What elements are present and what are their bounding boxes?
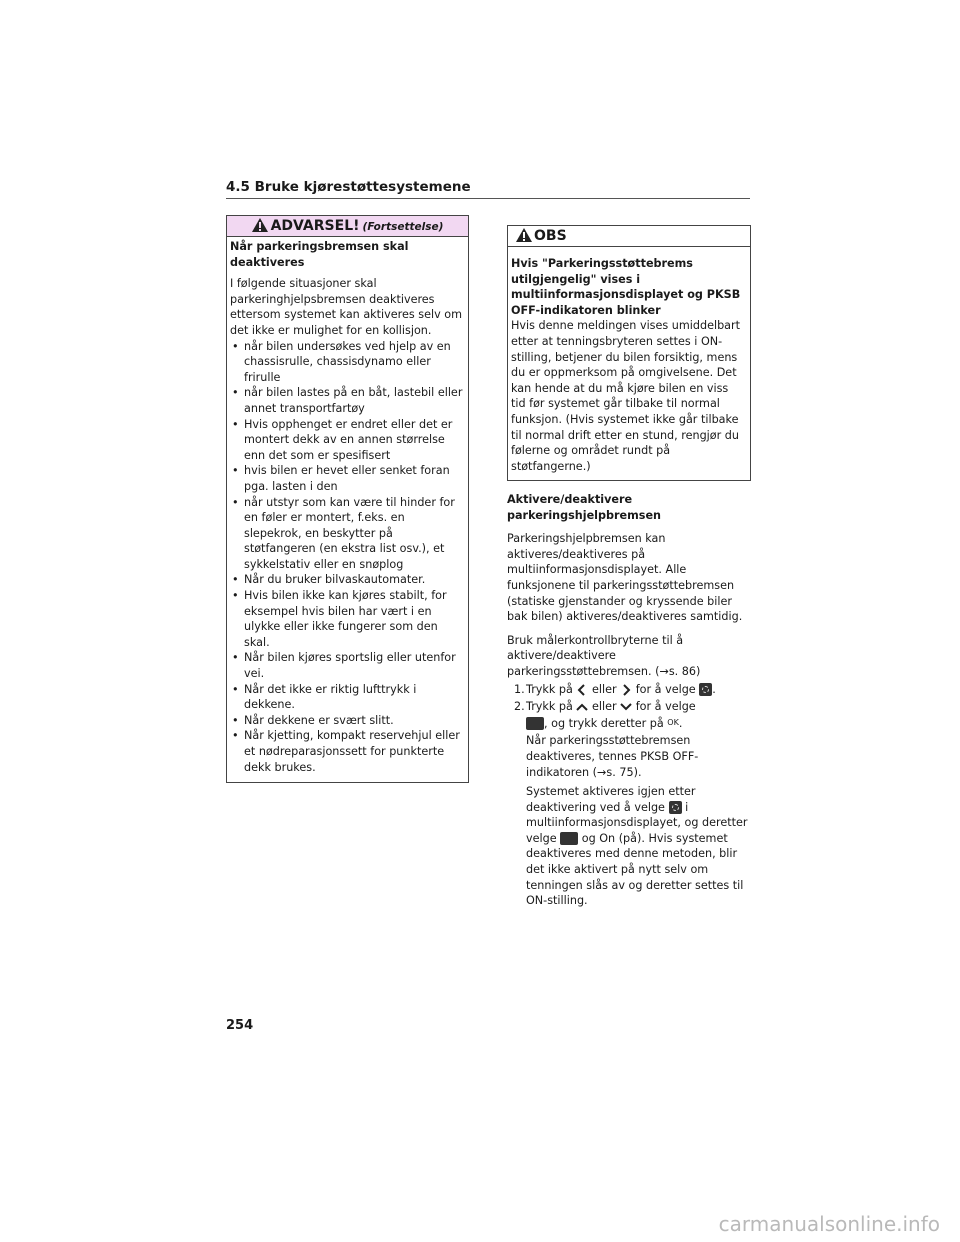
warning-list <box>230 339 464 776</box>
chevron-right-icon <box>620 684 632 696</box>
step-2 <box>507 699 752 731</box>
chevron-up-icon <box>576 702 588 712</box>
step-text: for å velge <box>635 682 696 696</box>
list-item: • Hvis bilen ikke kan kjøres stabilt, for eksempel hvis bilen har vært i en ulykke eller ikke fungerer som den skal. <box>230 588 464 650</box>
obs-header <box>508 226 750 247</box>
step-number: 2. <box>514 700 525 714</box>
list-item: • når utstyr som kan være til hinder for en føler er montert, f.eks. en slepekrok, en beskytter på støtfangeren (en ekstra list osv.), et sykkelstativ eller en snøplog <box>230 495 464 573</box>
list-item: • når bilen lastes på en båt, lastebil eller annet transportfartøy <box>230 385 464 416</box>
obs-text: Hvis denne meldingen vises umiddelbart etter at tenningsbryteren settes i ON-stilling, betjener du bilen forsiktig, mens du er oppmerksom på omgivelsene. Det kan hende at du må kjøre bilen en viss tid før systemet går tilbake til normal funksjon. (Hvis systemet ikke går tilbake til normal drift etter en stund, rengjør du følerne og området rundt på støtfangerne.) <box>511 319 741 473</box>
warning-body <box>227 237 468 775</box>
list-item: • Hvis opphenget er endret eller det er montert dekk av en annen størrelse enn det som er spesifisert <box>230 417 464 464</box>
warning-heading: Når parkeringsbremsen skal deaktiveres <box>230 240 409 269</box>
car-assist-icon <box>526 717 544 730</box>
list-item: • Når det ikke er riktig lufttrykk i dekkene. <box>230 682 464 713</box>
list-item: • Når kjetting, kompakt reservehjul eller et nødreparasjonssett for punkterte dekk brukes. <box>230 728 464 775</box>
note-paragraph: Når parkeringsstøttebremsen deaktiveres, tennes PKSB OFF-indikatoren (→s. 75). <box>526 734 699 779</box>
car-assist-icon <box>560 832 578 845</box>
section-title: 4.5 Bruke kjørestøttesystemene <box>226 179 471 195</box>
obs-body <box>508 247 750 474</box>
chevron-down-icon <box>620 702 632 712</box>
paragraph: Parkeringshjelpbremsen kan aktiveres/deaktiveres på multiinformasjonsdisplayet. Alle funksjonene til parkeringsstøttebremsen (statiske gjenstander og kryssende biler bak bilen) aktiveres/deaktiveres samtidig. <box>507 532 743 624</box>
settings-icon <box>699 683 712 696</box>
warning-continued: (Fortsettelse) <box>362 221 444 233</box>
steps-list <box>507 682 752 732</box>
list-item: • hvis bilen er hevet eller senket foran pga. lasten i den <box>230 463 464 494</box>
page-number: 254 <box>226 1018 254 1033</box>
step-text: eller <box>592 700 617 714</box>
chevron-left-icon <box>576 684 588 696</box>
note-text: i multiinformasjonsdisplayet, og deretter velge <box>526 800 748 845</box>
warning-title: ADVARSEL! <box>270 218 360 234</box>
step-text: . <box>712 682 716 696</box>
step-text: Trykk på <box>526 682 573 696</box>
warning-box <box>226 215 469 783</box>
step-text: for å velge <box>635 700 696 714</box>
step-1 <box>507 682 752 698</box>
obs-title: OBS <box>534 228 567 244</box>
subheading: Aktivere/deaktivere parkeringshjelpbremsen <box>507 493 661 522</box>
ok-icon: OK <box>667 717 679 727</box>
list-item: • Når bilen kjøres sportslig eller utenfor vei. <box>230 650 464 681</box>
warning-triangle-icon <box>252 218 268 232</box>
list-item: • Når du bruker bilvaskautomater. <box>230 572 464 588</box>
step-number: 1. <box>514 682 525 696</box>
main-content <box>507 492 752 913</box>
list-item: • Når dekkene er svært slitt. <box>230 713 464 729</box>
paragraph: Bruk målerkontrollbryterne til å aktivere/deaktivere parkeringsstøttebremsen. (→s. 86) <box>507 633 701 678</box>
watermark: carmanualsonline.info <box>718 1212 940 1236</box>
obs-heading: Hvis "Parkeringsstøttebrems utilgjengelig" vises i multiinformasjonsdisplayet og PKSB OFF-indikatoren blinker <box>511 257 741 317</box>
list-item: • når bilen undersøkes ved hjelp av en chassisrulle, chassisdynamo eller frirulle <box>230 339 464 386</box>
step-text: . <box>678 716 683 730</box>
note-paragraph <box>507 784 752 909</box>
note-text: Systemet aktiveres igjen etter deaktivering ved å velge <box>526 785 696 814</box>
step-text: eller <box>592 682 617 696</box>
note-text: og On (på). Hvis systemet deaktiveres med denne metoden, blir det ikke aktivert på nytt selv om tenningen slås av og deretter settes til ON-stilling. <box>526 831 744 908</box>
settings-icon <box>669 801 682 814</box>
caution-triangle-icon <box>516 228 532 242</box>
warning-intro: I følgende situasjoner skal parkeringhjelpsbremsen deaktiveres ettersom systemet kan aktiveres selv om det ikke er mulighet for en kollisjon. <box>230 277 463 337</box>
obs-box <box>507 225 751 481</box>
step-text: , og trykk deretter på <box>544 716 664 730</box>
step-text: Trykk på <box>526 700 573 714</box>
warning-header <box>227 216 468 237</box>
section-header <box>226 178 750 199</box>
